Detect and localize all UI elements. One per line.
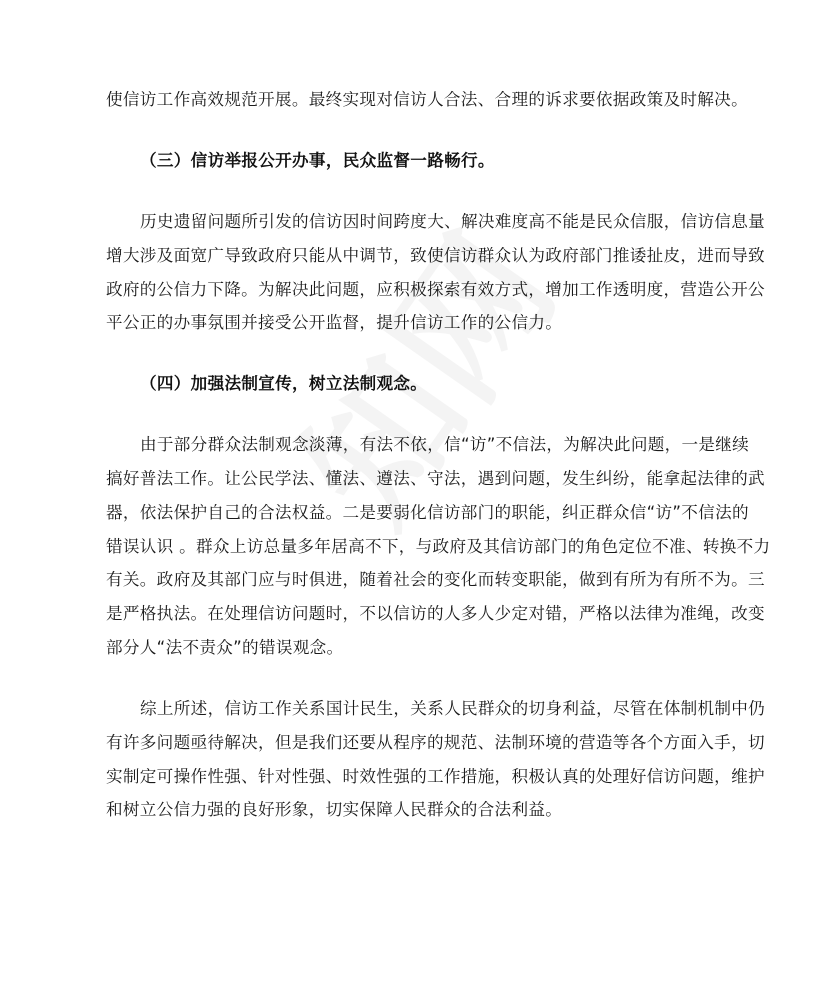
paragraph-line: 部分人“法不责众”的错误观念。 <box>106 638 344 657</box>
section-4-heading: （四）加强法制宣传，树立法制观念。 <box>140 374 428 393</box>
paragraph-line: 和树立公信力强的良好形象，切实保障人民群众的合法利益。 <box>106 800 563 819</box>
paragraph-continuation-line: 使信访工作高效规范开展。最终实现对信访人合法、合理的诉求要依据政策及时解决。 <box>106 90 748 109</box>
section-3-heading: （三）信访举报公开办事，民众监督一路畅行。 <box>140 151 495 170</box>
paragraph-line: 有许多问题亟待解决，但是我们还要从程序的规范、法制环境的营造等各个方面入手，切 <box>106 733 765 752</box>
paragraph-line: 综上所述，信访工作关系国计民生，关系人民群众的切身利益，尽管在体制机制中仍 <box>140 699 766 718</box>
paragraph-line: 错误认识 。群众上访总量多年居高不下，与政府及其信访部门的角色定位不准、转换不力 <box>106 537 771 556</box>
paragraph-line: 由于部分群众法制观念淡薄，有法不依，信“访”不信法，为解决此问题，一是继续 <box>140 435 750 454</box>
paragraph-line: 增大涉及面宽广导致政府只能从中调节，致使信访群众认为政府部门推诿扯皮，进而导致 <box>106 246 765 265</box>
paragraph-line: 平公正的办事氛围并接受公开监督，提升信访工作的公信力。 <box>106 313 563 332</box>
paragraph-line: 实制定可操作性强、针对性强、时效性强的工作措施，积极认真的处理好信访问题，维护 <box>106 767 765 786</box>
paragraph-line: 政府的公信力下降。为解决此问题，应积极探索有效方式，增加工作透明度，营造公开公 <box>106 280 765 299</box>
paragraph-line: 历史遗留问题所引发的信访因时间跨度大、解决难度高不能是民众信服，信访信息量 <box>140 212 766 231</box>
paragraph-line: 有关。政府及其部门应与时俱进，随着社会的变化而转变职能，做到有所为有所不为。三 <box>106 570 765 589</box>
paragraph-line: 器，依法保护自己的合法权益。二是要弱化信访部门的职能，纠正群众信“访”不信法的 <box>106 503 749 522</box>
paragraph-line: 搞好普法工作。让公民学法、懂法、遵法、守法，遇到问题，发生纠纷，能拿起法律的武 <box>106 469 765 488</box>
paragraph-line: 是严格执法。在处理信访问题时，不以信访的人多人少定对错，严格以法律为准绳，改变 <box>106 604 765 623</box>
